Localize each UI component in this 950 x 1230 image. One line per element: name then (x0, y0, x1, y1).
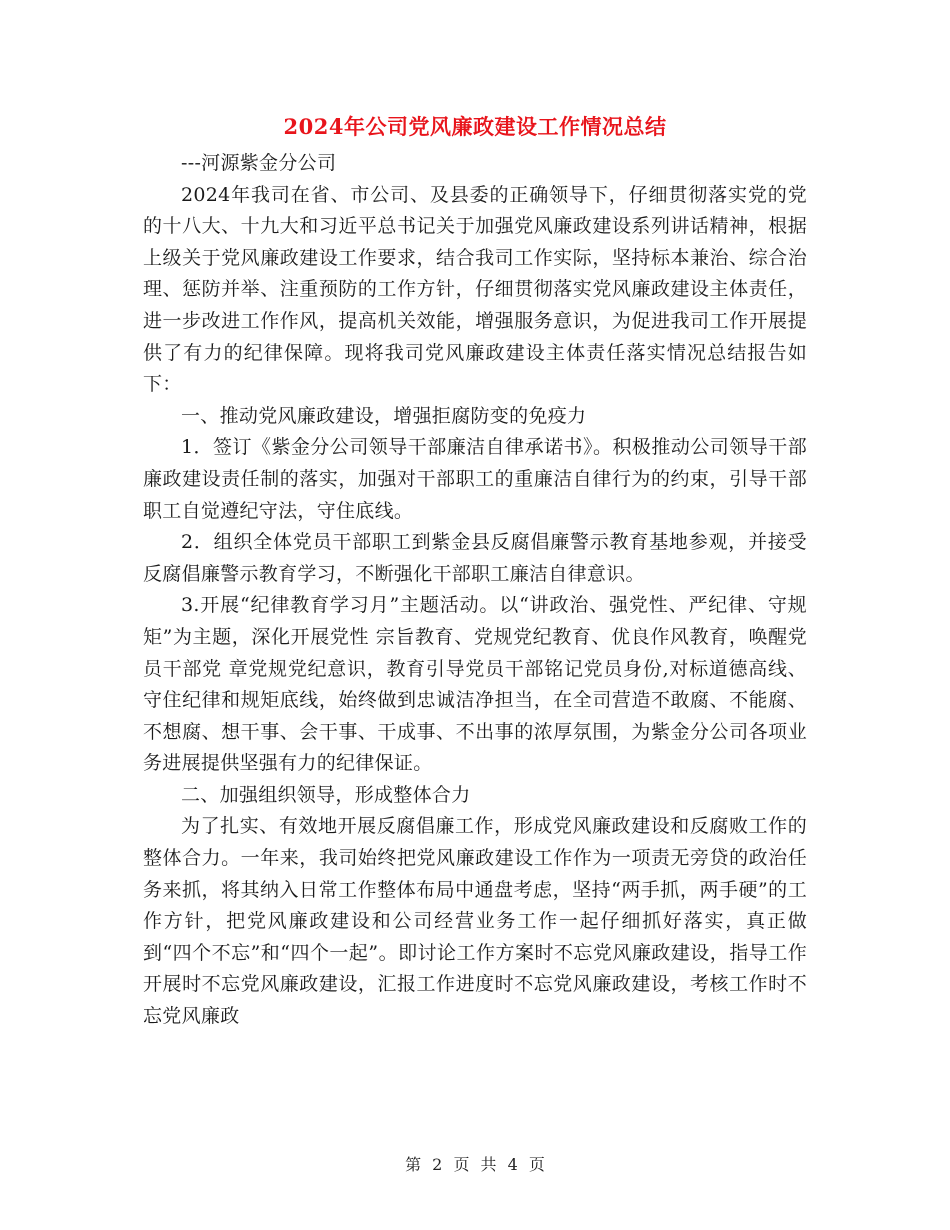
document-body (143, 148, 807, 1033)
paragraph-item-3: 3.开展“纪律教育学习月”主题活动。以“讲政治、强党性、严纪律、守规矩”为主题，深化开展党性 宗旨教育、党规党纪教育、优良作风教育，唤醒党员干部党 章党规党纪意识，教育引导党员干部铭记党员身份,对标道德高线、守住纪律和规矩底线，始终做到忠诚洁净担当，在全司营造不敢腐、不能腐、不想腐、想干事、会干事、干成事、不出事的浓厚氛围，为紫金分公司各项业务进展提供坚强有力的纪律保证。 (143, 594, 807, 775)
section-heading-1: 一、推动党风廉政建设，增强拒腐防变的免疫力 (181, 404, 587, 427)
page-footer: 第 2 页 共 4 页 (405, 1155, 545, 1174)
document-title: 2024年公司党风廉政建设工作情况总结 (283, 114, 667, 139)
paragraph-section-2: 为了扎实、有效地开展反腐倡廉工作，形成党风廉政建设和反腐败工作的整体合力。一年来，我司始终把党风廉政建设工作作为一项责无旁贷的政治任务来抓，将其纳入日常工作整体布局中通盘考虑，坚持“两手抓，两手硬”的工作方针，把党风廉政建设和公司经营业务工作一起仔细抓好落实，真正做到“四个不忘”和“四个一起”。即讨论工作方案时不忘党风廉政建设，指导工作开展时不忘党风廉政建设，汇报工作进度时不忘党风廉政建设，考核工作时不忘党风廉政 (143, 815, 807, 1028)
paragraph-item-2: 2．组织全体党员干部职工到紫金县反腐倡廉警示教育基地参观，并接受反腐倡廉警示教育学习，不断强化干部职工廉洁自律意识。 (143, 531, 807, 585)
document-subtitle: ---河源紫金分公司 (181, 152, 337, 174)
paragraph-intro: 2024年我司在省、市公司、及县委的正确领导下，仔细贯彻落实党的党的十八大、十九大和习近平总书记关于加强党风廉政建设系列讲话精神，根据上级关于党风廉政建设工作要求，结合我司工作实际，坚持标本兼治、综合治理、惩防并举、注重预防的工作方针，仔细贯彻落实党风廉政建设主体责任，进一步改进工作作风，提高机关效能，增强服务意识，为促进我司工作开展提供了有力的纪律保障。现将我司党风廉政建设主体责任落实情况总结报告如下： (143, 183, 807, 396)
paragraph-item-1: 1．签订《紫金分公司领导干部廉洁自律承诺书》。积极推动公司领导干部廉政建设责任制的落实，加强对干部职工的重廉洁自律行为的约束，引导干部职工自觉遵纪守法，守住底线。 (143, 436, 807, 522)
section-heading-2: 二、加强组织领导，形成整体合力 (181, 783, 471, 806)
